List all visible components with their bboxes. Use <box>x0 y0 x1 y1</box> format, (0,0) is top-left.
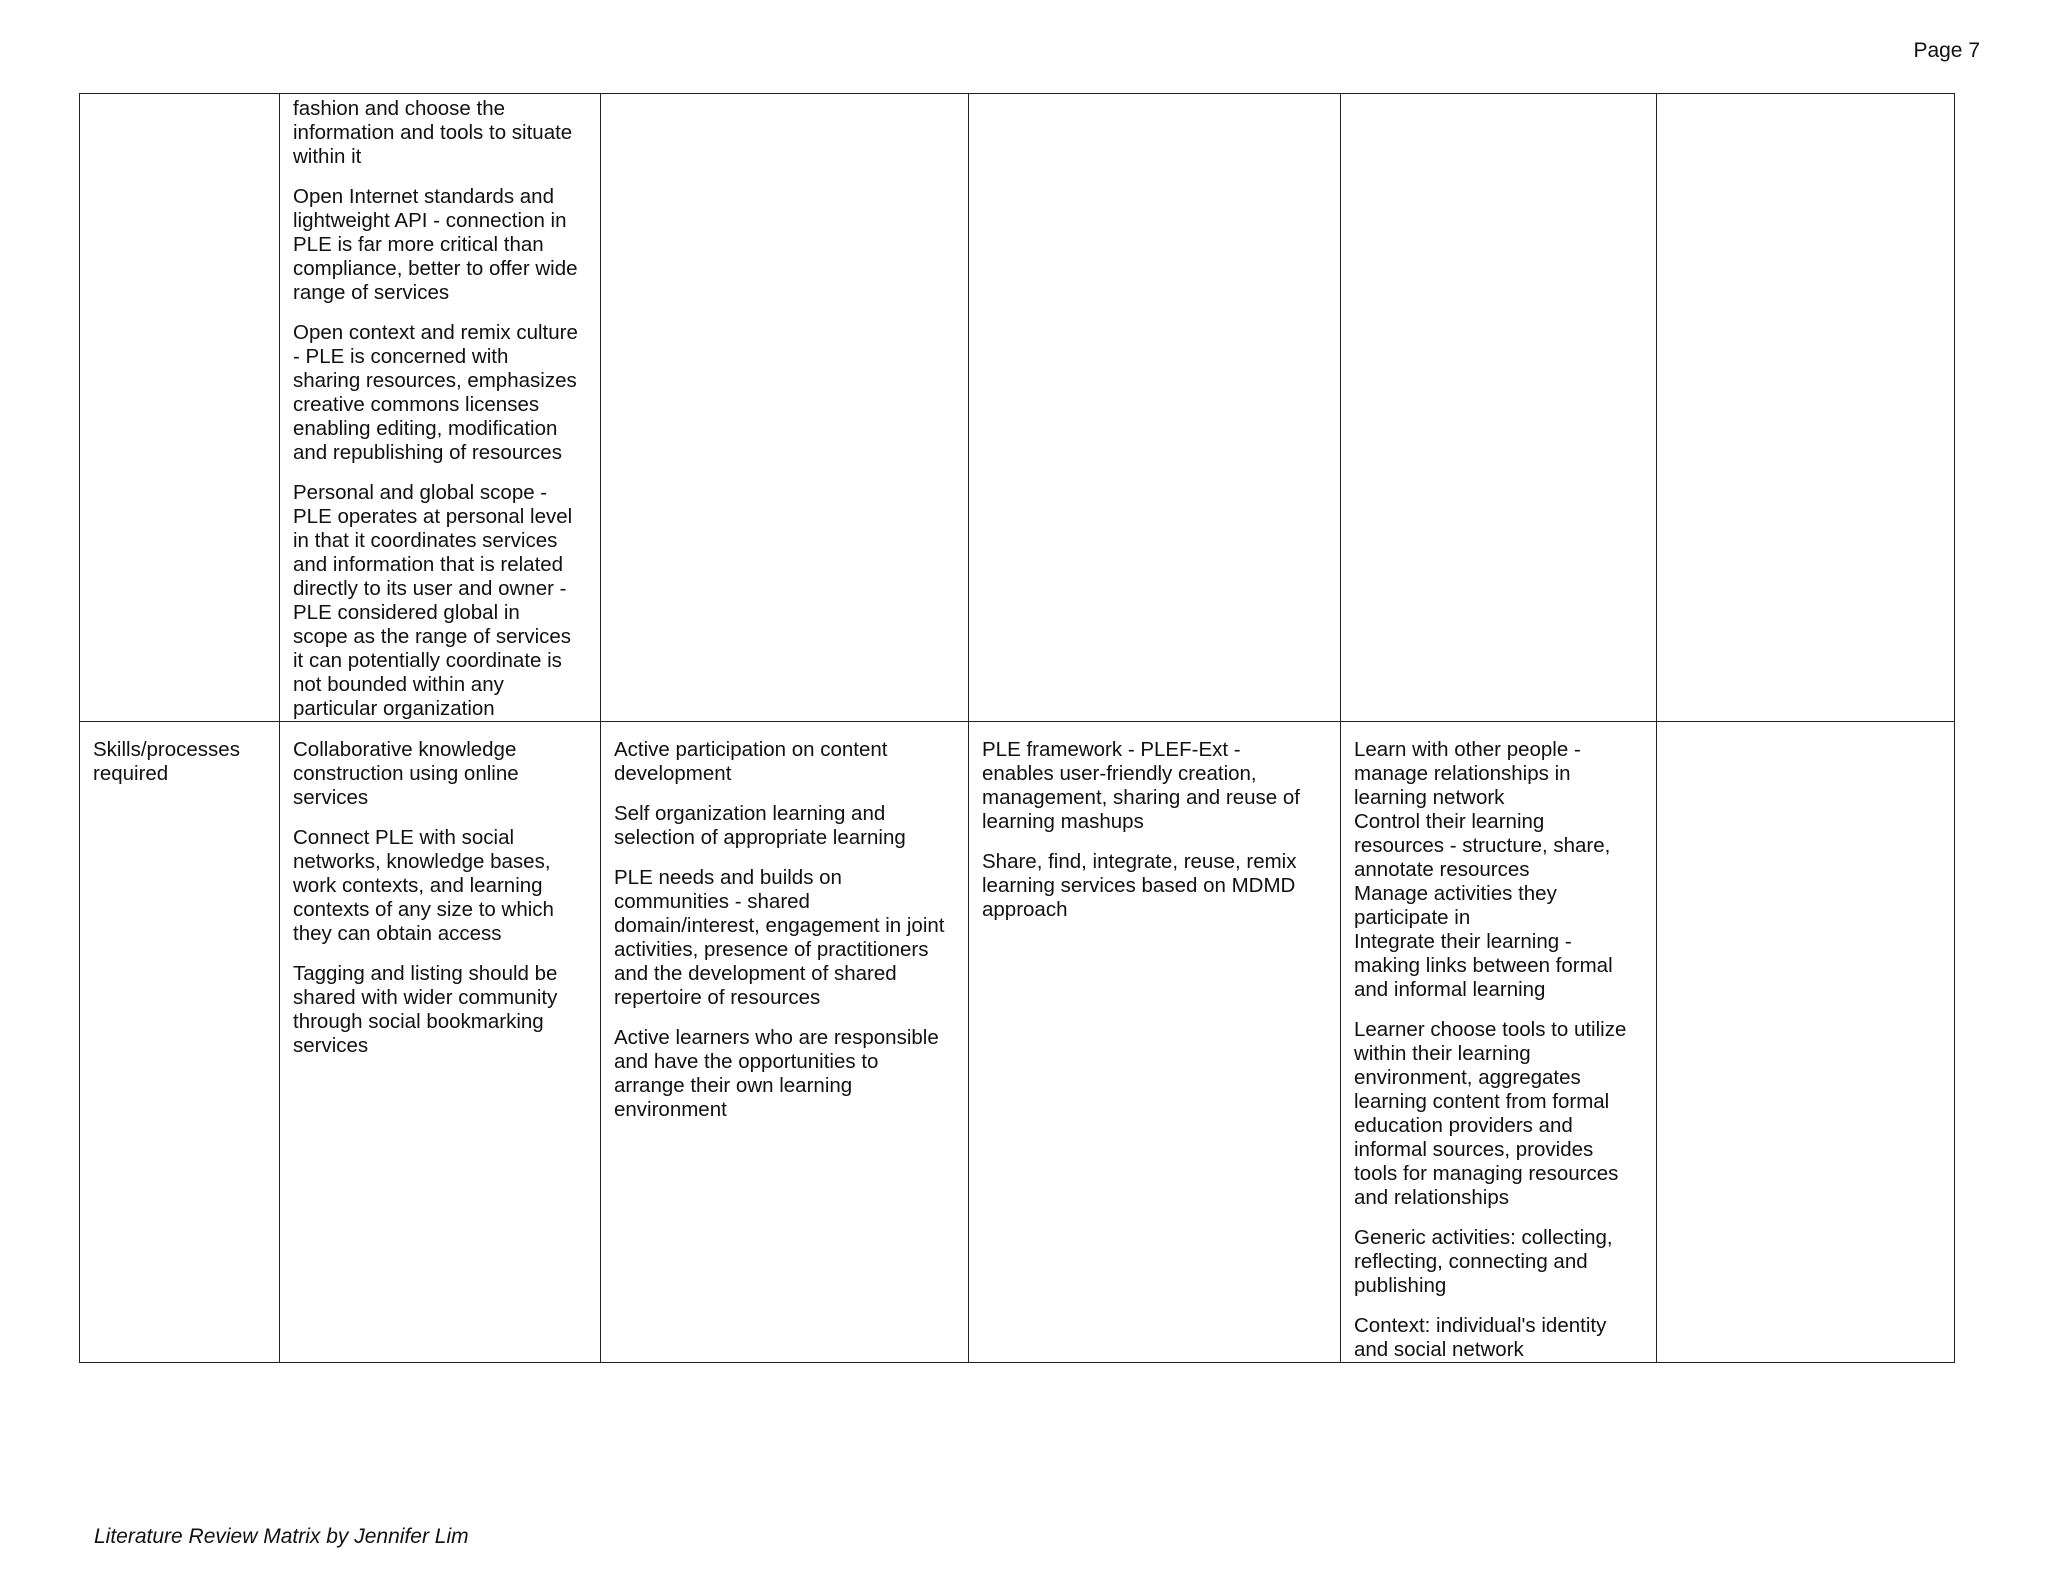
cell-text-line: information and tools to situate <box>293 121 573 144</box>
cell-text-line: they can obtain access <box>293 922 502 945</box>
cell-text-line: lightweight API - connection in <box>293 209 567 232</box>
cell-text-line: Skills/processes <box>93 738 240 761</box>
cell-text-line: PLE considered global in <box>293 601 520 624</box>
cell-text-line: Learn with other people - <box>1354 738 1581 761</box>
page-number: Page 7 <box>1913 39 1980 62</box>
row-label-cell <box>80 722 280 1363</box>
cell-text-line: PLE operates at personal level <box>293 505 573 528</box>
cell-text-line: through social bookmarking <box>293 1010 544 1033</box>
cell-text-line: and the development of shared <box>614 962 897 985</box>
cell-text-line: enables user-friendly creation, <box>982 762 1257 785</box>
cell-paragraph <box>1354 738 1643 1002</box>
cell-text-line: work contexts, and learning <box>293 874 543 897</box>
cell-text-line: management, sharing and reuse of <box>982 786 1300 809</box>
table-cell <box>1341 94 1657 722</box>
cell-text-line: sharing resources, emphasizes <box>293 369 577 392</box>
cell-text-line: directly to its user and owner - <box>293 577 567 600</box>
table-cell <box>1657 94 1955 722</box>
cell-paragraph <box>1354 1018 1643 1210</box>
cell-text-line: Manage activities they <box>1354 882 1557 905</box>
table-cell <box>1341 722 1657 1363</box>
cell-paragraph <box>614 802 955 850</box>
cell-text-line: fashion and choose the <box>293 97 505 120</box>
cell-paragraph <box>293 481 587 721</box>
cell-text-line: manage relationships in <box>1354 762 1571 785</box>
table-cell <box>280 94 601 722</box>
cell-text-line: Active participation on content <box>614 738 888 761</box>
cell-text-line: and informal learning <box>1354 978 1546 1001</box>
cell-text-line: tools for managing resources <box>1354 1162 1619 1185</box>
cell-text-line: Generic activities: collecting, <box>1354 1226 1613 1249</box>
cell-text-line: Open Internet standards and <box>293 185 554 208</box>
cell-text-line: and republishing of resources <box>293 441 562 464</box>
cell-text-line: reflecting, connecting and <box>1354 1250 1588 1273</box>
cell-text-line: learning mashups <box>982 810 1144 833</box>
cell-text-line: annotate resources <box>1354 858 1530 881</box>
cell-text-line: shared with wider community <box>293 986 558 1009</box>
cell-text-line: Control their learning <box>1354 810 1545 833</box>
cell-text-line: and relationships <box>1354 1186 1509 1209</box>
cell-text-line: Self organization learning and <box>614 802 886 825</box>
table-cell <box>969 94 1341 722</box>
cell-text-line: publishing <box>1354 1274 1447 1297</box>
table-row <box>80 722 1955 1363</box>
cell-text-line: within it <box>293 145 362 168</box>
table-cell <box>1657 722 1955 1363</box>
cell-text-line: resources - structure, share, <box>1354 834 1611 857</box>
cell-text-line: and social network <box>1354 1338 1524 1361</box>
table-cell <box>601 722 969 1363</box>
cell-text-line: Integrate their learning - <box>1354 930 1572 953</box>
cell-text-line: Personal and global scope - <box>293 481 548 504</box>
cell-text-line: Connect PLE with social <box>293 826 515 849</box>
cell-text-line: required <box>93 762 169 785</box>
cell-text-line: services <box>293 786 369 809</box>
cell-text-line: participate in <box>1354 906 1471 929</box>
cell-text-line: compliance, better to offer wide <box>293 257 578 280</box>
cell-text-line: enabling editing, modification <box>293 417 558 440</box>
cell-text-line: informal sources, provides <box>1354 1138 1594 1161</box>
cell-text-line: making links between formal <box>1354 954 1613 977</box>
cell-text-line: scope as the range of services <box>293 625 572 648</box>
cell-text-line: environment, aggregates <box>1354 1066 1581 1089</box>
table-row <box>80 94 1955 722</box>
cell-paragraph <box>614 1026 955 1122</box>
cell-text-line: learning services based on MDMD <box>982 874 1296 897</box>
cell-text-line: it can potentially coordinate is <box>293 649 562 672</box>
literature-review-matrix-table <box>79 93 1955 1363</box>
cell-text-line: PLE needs and builds on <box>614 866 842 889</box>
cell-text-line: Context: individual's identity <box>1354 1314 1607 1337</box>
cell-text-line: domain/interest, engagement in joint <box>614 914 945 937</box>
cell-text-line: creative commons licenses <box>293 393 540 416</box>
cell-text-line: construction using online <box>293 762 519 785</box>
row-label-cell <box>80 94 280 722</box>
cell-paragraph <box>982 850 1327 922</box>
cell-text-line: communities - shared <box>614 890 810 913</box>
cell-paragraph <box>614 866 955 1010</box>
cell-text-line: learning content from formal <box>1354 1090 1610 1113</box>
cell-text-line: particular organization <box>293 697 495 720</box>
cell-text-line: Share, find, integrate, reuse, remix <box>982 850 1297 873</box>
cell-text-line: Learner choose tools to utilize <box>1354 1018 1627 1041</box>
cell-text-line: learning network <box>1354 786 1505 809</box>
cell-text-line: selection of appropriate learning <box>614 826 906 849</box>
cell-paragraph <box>293 97 587 169</box>
cell-paragraph <box>982 738 1327 834</box>
cell-text-line: arrange their own learning <box>614 1074 853 1097</box>
cell-text-line: PLE framework - PLEF-Ext - <box>982 738 1241 761</box>
cell-paragraph <box>614 738 955 786</box>
cell-text-line: Open context and remix culture <box>293 321 578 344</box>
cell-text-line: Collaborative knowledge <box>293 738 517 761</box>
cell-text-line: contexts of any size to which <box>293 898 554 921</box>
cell-text-line: and have the opportunities to <box>614 1050 879 1073</box>
cell-paragraph <box>293 962 587 1058</box>
cell-text-line: range of services <box>293 281 450 304</box>
cell-paragraph <box>1354 1226 1643 1298</box>
footer-text: Literature Review Matrix by Jennifer Lim <box>94 1525 469 1548</box>
cell-paragraph <box>293 185 587 305</box>
cell-paragraph <box>293 826 587 946</box>
cell-text-line: in that it coordinates services <box>293 529 558 552</box>
cell-text-line: activities, presence of practitioners <box>614 938 929 961</box>
table-cell <box>280 722 601 1363</box>
cell-text-line: within their learning <box>1354 1042 1531 1065</box>
cell-text-line: networks, knowledge bases, <box>293 850 551 873</box>
cell-text-line: development <box>614 762 732 785</box>
table-cell <box>969 722 1341 1363</box>
cell-text-line: education providers and <box>1354 1114 1573 1137</box>
cell-text-line: environment <box>614 1098 727 1121</box>
cell-text-line: repertoire of resources <box>614 986 821 1009</box>
cell-text-line: not bounded within any <box>293 673 504 696</box>
cell-text-line: PLE is far more critical than <box>293 233 544 256</box>
table-cell <box>601 94 969 722</box>
cell-paragraph <box>293 321 587 465</box>
cell-text-line: Active learners who are responsible <box>614 1026 939 1049</box>
cell-text-line: Tagging and listing should be <box>293 962 558 985</box>
cell-text-line: and information that is related <box>293 553 564 576</box>
cell-text-line: services <box>293 1034 369 1057</box>
cell-text-line: approach <box>982 898 1068 921</box>
cell-paragraph <box>1354 1314 1643 1362</box>
cell-paragraph <box>293 738 587 810</box>
cell-text-line: - PLE is concerned with <box>293 345 509 368</box>
cell-paragraph <box>93 738 266 786</box>
